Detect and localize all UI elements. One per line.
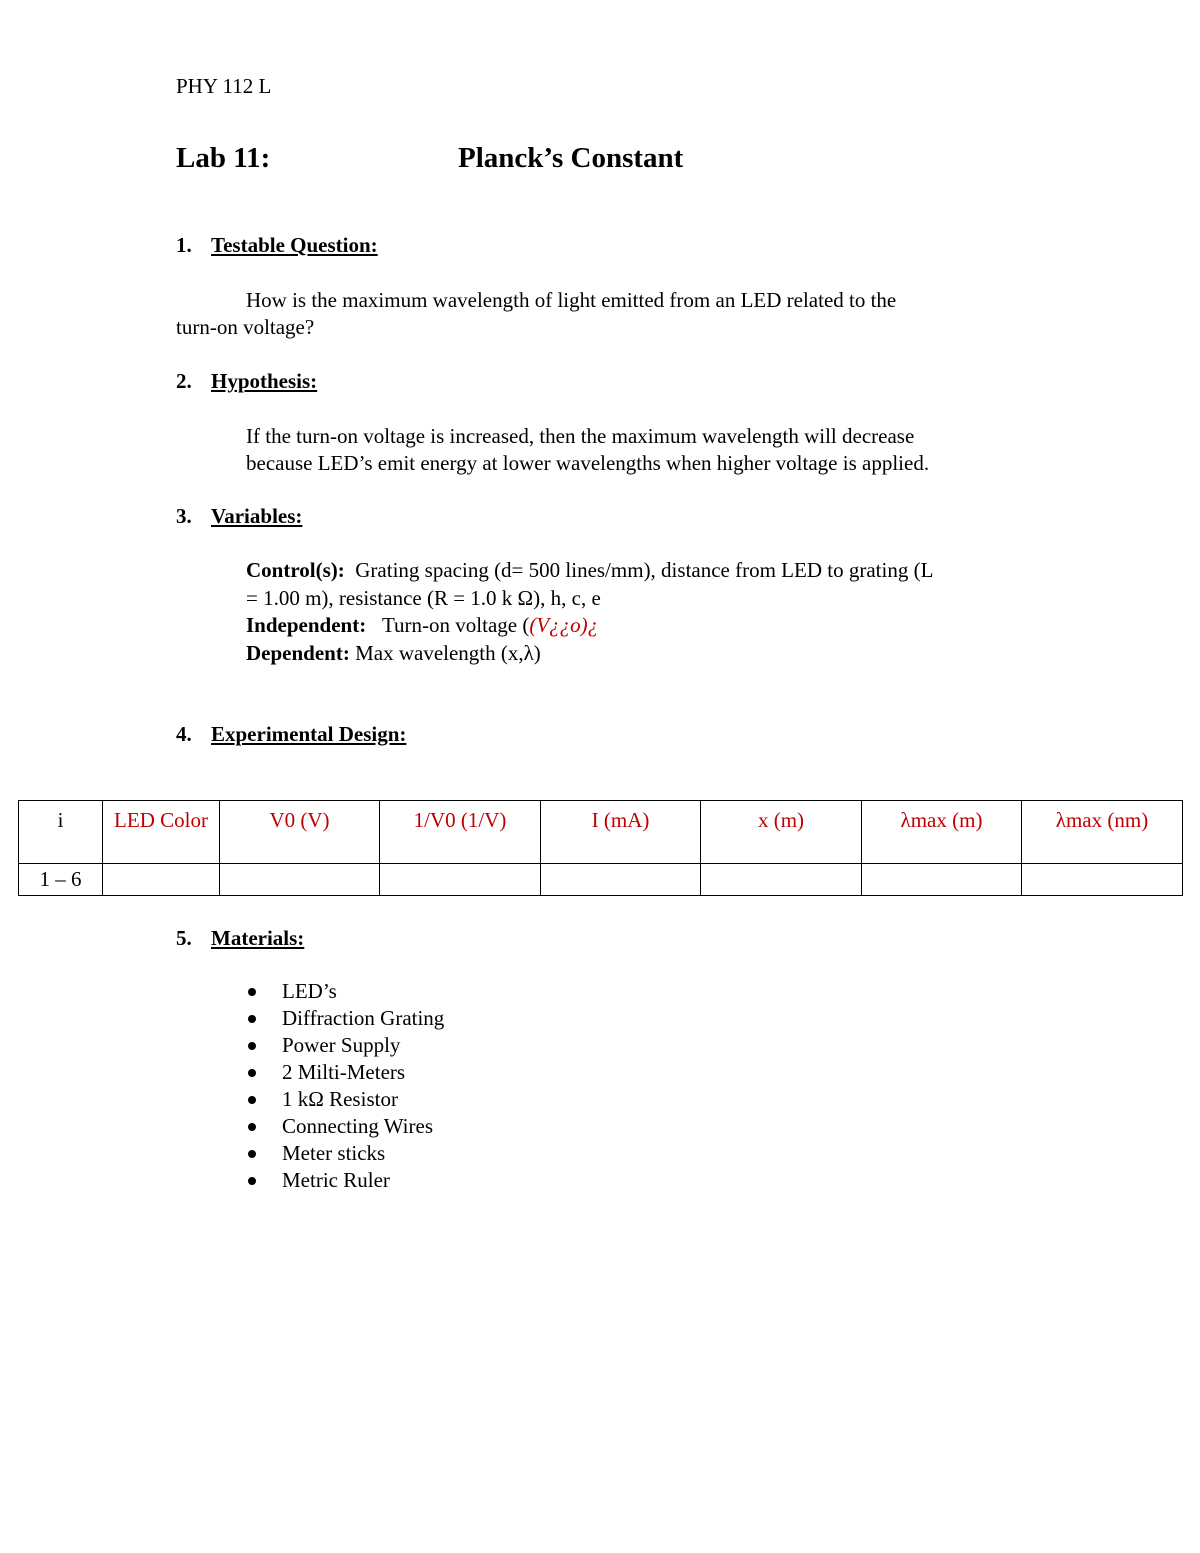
table-row: [19, 864, 1183, 896]
table-header-cell: λmax (nm): [1022, 801, 1183, 864]
lab-title: Planck’s Constant: [458, 142, 684, 174]
bullet-icon: [248, 1123, 256, 1131]
section-2-number: 2.: [176, 369, 192, 393]
table-header-cell: i: [19, 801, 103, 864]
table-header-cell: V0 (V): [220, 801, 380, 864]
list-item: 1 kΩ Resistor: [248, 1086, 444, 1113]
table-cell: [862, 864, 1022, 896]
course-code: PHY 112 L: [176, 74, 272, 98]
list-item: Connecting Wires: [248, 1113, 444, 1140]
table-header-cell: I (mA): [541, 801, 701, 864]
lab-number: Lab 11:: [176, 142, 271, 174]
table-header-cell: λmax (m): [862, 801, 1022, 864]
table-header-row: [19, 801, 1183, 864]
dependent-line: [246, 640, 541, 667]
table-header-cell: 1/V0 (1/V): [380, 801, 541, 864]
testable-question-line-2: turn-on voltage?: [176, 315, 315, 339]
bullet-icon: [248, 1096, 256, 1104]
list-item: LED’s: [248, 978, 444, 1005]
control-line-1: [246, 557, 933, 584]
independent-label: Independent:: [246, 613, 367, 637]
section-1-number: 1.: [176, 233, 192, 257]
dependent-label: Dependent:: [246, 641, 350, 665]
table-header-cell: x (m): [701, 801, 862, 864]
independent-formula: (V¿¿o)¿: [529, 613, 599, 637]
section-5-title: Materials:: [211, 926, 305, 950]
table-cell: [701, 864, 862, 896]
table-cell: [103, 864, 220, 896]
section-3-title: Variables:: [211, 504, 303, 528]
control-line-2: = 1.00 m), resistance (R = 1.0 k Ω), h, c, e: [246, 586, 601, 610]
control-text-1: Grating spacing (d= 500 lines/mm), distance from LED to grating (L: [355, 558, 934, 582]
list-item: Diffraction Grating: [248, 1005, 444, 1032]
bullet-icon: [248, 1069, 256, 1077]
table-cell: [1022, 864, 1183, 896]
section-2-title: Hypothesis:: [211, 369, 318, 393]
experimental-design-table: [18, 800, 1183, 896]
bullet-icon: [248, 1015, 256, 1023]
bullet-icon: [248, 988, 256, 996]
independent-line: [246, 612, 598, 639]
dependent-text: Max wavelength (x,λ): [355, 641, 541, 665]
bullet-icon: [248, 1150, 256, 1158]
section-1-title: Testable Question:: [211, 233, 378, 257]
independent-text: Turn-on voltage (: [381, 613, 530, 637]
table-cell: [541, 864, 701, 896]
bullet-icon: [248, 1177, 256, 1185]
list-item: Power Supply: [248, 1032, 444, 1059]
list-item: 2 Milti-Meters: [248, 1059, 444, 1086]
hypothesis-line-1: If the turn-on voltage is increased, then the maximum wavelength will decrease: [246, 424, 915, 448]
materials-list: [248, 978, 444, 1194]
section-4-number: 4.: [176, 722, 192, 746]
table-cell: 1 – 6: [19, 864, 103, 896]
section-3-number: 3.: [176, 504, 192, 528]
list-item: Metric Ruler: [248, 1167, 444, 1194]
bullet-icon: [248, 1042, 256, 1050]
table-cell: [380, 864, 541, 896]
table-header-cell: LED Color: [103, 801, 220, 864]
control-label: Control(s):: [246, 558, 345, 582]
section-5-number: 5.: [176, 926, 192, 950]
list-item: Meter sticks: [248, 1140, 444, 1167]
section-4-title: Experimental Design:: [211, 722, 407, 746]
testable-question-line-1: How is the maximum wavelength of light emitted from an LED related to the: [246, 288, 897, 312]
hypothesis-line-2: because LED’s emit energy at lower wavelengths when higher voltage is applied.: [246, 451, 930, 475]
table-cell: [220, 864, 380, 896]
